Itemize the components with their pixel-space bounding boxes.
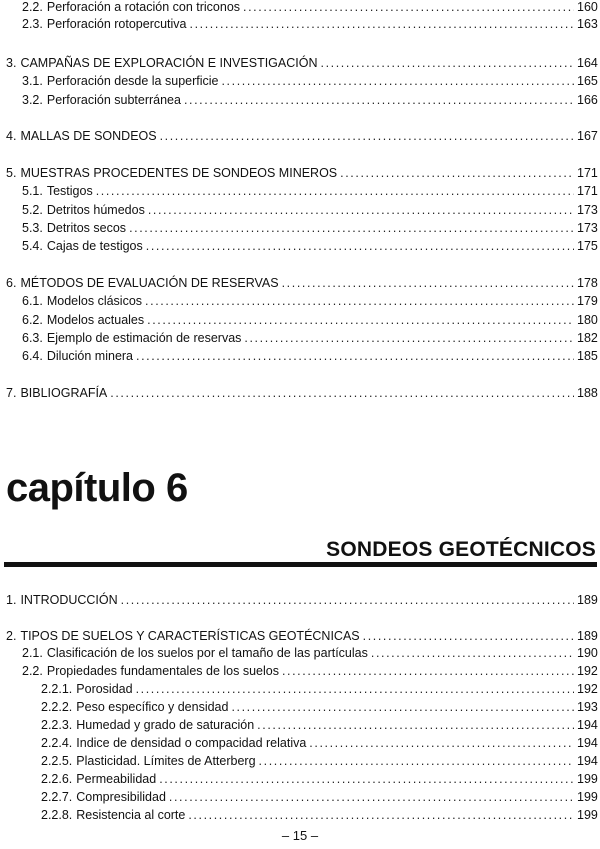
toc-entry-page: 199	[577, 808, 598, 822]
toc-entry-number: 5.	[6, 166, 17, 180]
chapter-heading: capítulo 6	[6, 466, 188, 510]
toc-entry-number: 6.	[6, 276, 17, 290]
toc-entry-page: 189	[577, 629, 598, 643]
toc-entry-number: 6.4.	[22, 349, 43, 363]
dot-leader	[136, 682, 574, 697]
toc-entry-page: 194	[577, 718, 598, 732]
toc-entry	[22, 17, 597, 32]
toc-entry-page: 192	[577, 682, 598, 696]
toc-entry-title: Peso específico y densidad	[76, 700, 229, 714]
toc-entry	[6, 386, 597, 401]
toc-entry	[6, 129, 597, 144]
toc-entry-number: 1.	[6, 593, 17, 607]
toc-entry-title: INTRODUCCIÓN	[20, 593, 118, 607]
toc-entry-number: 5.1.	[22, 184, 43, 198]
dot-leader	[363, 629, 574, 644]
toc-entry-number: 3.2.	[22, 93, 43, 107]
toc-entry-page: 199	[577, 772, 598, 786]
toc-entry-title: Ejemplo de estimación de reservas	[46, 331, 242, 345]
toc-entry	[22, 221, 597, 236]
toc-entry-title: Perforación desde la superficie	[46, 74, 219, 88]
dot-leader	[160, 129, 574, 144]
dot-leader	[259, 754, 574, 769]
dot-leader	[221, 74, 574, 89]
toc-entry	[22, 93, 597, 108]
toc-entry	[41, 772, 597, 787]
dot-leader	[129, 221, 574, 236]
toc-entry-page: 164	[577, 56, 598, 70]
toc-entry-page: 178	[577, 276, 598, 290]
toc-entry-title: Detritos secos	[46, 221, 127, 235]
dot-leader	[146, 239, 574, 254]
toc-entry-number: 3.1.	[22, 74, 43, 88]
toc-entry-page: 165	[577, 74, 598, 88]
toc-entry	[41, 754, 597, 769]
toc-entry-page: 166	[577, 93, 598, 107]
toc-entry-number: 2.2.3.	[41, 718, 73, 732]
toc-entry-number: 6.1.	[22, 294, 43, 308]
page-number: – 15 –	[281, 828, 319, 843]
toc-entry-page: 182	[577, 331, 598, 345]
toc-entry-number: 2.2.7.	[41, 790, 73, 804]
toc-entry-title: MUESTRAS PROCEDENTES DE SONDEOS MINEROS	[20, 166, 338, 180]
toc-entry-number: 6.2.	[22, 313, 43, 327]
toc-entry-page: 188	[577, 386, 598, 400]
toc-entry-number: 2.2.6.	[41, 772, 73, 786]
toc-entry	[6, 56, 597, 71]
toc-entry-title: Dilución minera	[46, 349, 134, 363]
toc-entry-page: 173	[577, 203, 598, 217]
toc-entry-number: 2.2.	[22, 664, 43, 678]
toc-entry	[22, 294, 597, 309]
dot-leader	[169, 790, 574, 805]
dot-leader	[110, 386, 574, 401]
toc-entry-page: 194	[577, 754, 598, 768]
toc-entry-number: 7.	[6, 386, 17, 400]
toc-entry-page: 194	[577, 736, 598, 750]
toc-entry-number: 5.3.	[22, 221, 43, 235]
toc-entry-number: 2.2.1.	[41, 682, 73, 696]
toc-entry-number: 4.	[6, 129, 17, 143]
toc-entry-number: 6.3.	[22, 331, 43, 345]
toc-entry-title: Modelos clásicos	[46, 294, 143, 308]
toc-entry-title: MÉTODOS DE EVALUACIÓN DE RESERVAS	[20, 276, 279, 290]
toc-entry-title: Perforación rotopercutiva	[46, 17, 187, 31]
toc-entry-title: Clasificación de los suelos por el tamaño de las partículas	[46, 646, 368, 660]
toc-entry-number: 2.2.8.	[41, 808, 73, 822]
toc-entry	[22, 646, 597, 661]
dot-leader	[243, 0, 574, 15]
toc-entry-title: Humedad y grado de saturación	[76, 718, 255, 732]
toc-entry-page: 171	[577, 184, 598, 198]
toc-entry-title: Testigos	[46, 184, 93, 198]
toc-entry-page: 179	[577, 294, 598, 308]
toc-entry	[22, 74, 597, 89]
toc-entry-title: Compresibilidad	[76, 790, 166, 804]
toc-entry	[6, 629, 597, 644]
toc-entry	[22, 239, 597, 254]
toc-entry-page: 192	[577, 664, 598, 678]
toc-entry-number: 2.2.2.	[41, 700, 73, 714]
toc-entry-title: MALLAS DE SONDEOS	[20, 129, 157, 143]
toc-entry-title: CAMPAÑAS DE EXPLORACIÓN E INVESTIGACIÓN	[20, 56, 318, 70]
dot-leader	[96, 184, 574, 199]
toc-entry-page: 171	[577, 166, 598, 180]
toc-entry-title: BIBLIOGRAFÍA	[20, 386, 108, 400]
toc-entry	[22, 313, 597, 328]
toc-entry-title: Plasticidad. Límites de Atterberg	[76, 754, 256, 768]
dot-leader	[159, 772, 574, 787]
dot-leader	[340, 166, 574, 181]
dot-leader	[309, 736, 574, 751]
toc-entry-title: Propiedades fundamentales de los suelos	[46, 664, 279, 678]
dot-leader	[282, 276, 574, 291]
dot-leader	[121, 593, 574, 608]
toc-entry	[6, 593, 597, 608]
toc-entry-title: Detritos húmedos	[46, 203, 145, 217]
toc-entry	[41, 718, 597, 733]
dot-leader	[231, 700, 574, 715]
dot-leader	[148, 203, 574, 218]
toc-entry-number: 2.2.4.	[41, 736, 73, 750]
dot-leader	[188, 808, 574, 823]
toc-entry-title: Permeabilidad	[76, 772, 157, 786]
toc-entry	[22, 664, 597, 679]
toc-entry-title: Cajas de testigos	[46, 239, 143, 253]
toc-entry-number: 2.	[6, 629, 17, 643]
toc-entry-page: 173	[577, 221, 598, 235]
dot-leader	[184, 93, 574, 108]
dot-leader	[257, 718, 574, 733]
toc-entry	[41, 736, 597, 751]
toc-entry-title: Resistencia al corte	[76, 808, 186, 822]
dot-leader	[371, 646, 574, 661]
toc-entry	[6, 166, 597, 181]
toc-entry	[22, 331, 597, 346]
toc-entry-number: 5.4.	[22, 239, 43, 253]
section-divider-rule	[4, 562, 597, 567]
toc-entry-title: Indice de densidad o compacidad relativa	[76, 736, 307, 750]
toc-entry-title: TIPOS DE SUELOS Y CARACTERÍSTICAS GEOTÉCNICAS	[20, 629, 360, 643]
toc-entry-page: 163	[577, 17, 598, 31]
toc-entry-page: 175	[577, 239, 598, 253]
toc-entry-page: 199	[577, 790, 598, 804]
toc-entry	[22, 203, 597, 218]
dot-leader	[190, 17, 574, 32]
toc-entry-page: 160	[577, 0, 598, 14]
toc-entry	[22, 0, 597, 15]
dot-leader	[136, 349, 574, 364]
toc-entry	[22, 184, 597, 199]
toc-entry	[41, 808, 597, 823]
toc-entry-number: 2.2.5.	[41, 754, 73, 768]
toc-entry-page: 189	[577, 593, 598, 607]
toc-entry-page: 185	[577, 349, 598, 363]
dot-leader	[244, 331, 574, 346]
toc-entry-title: Perforación a rotación con triconos	[46, 0, 241, 14]
toc-entry	[41, 682, 597, 697]
section-title: SONDEOS GEOTÉCNICOS	[326, 538, 596, 561]
toc-entry-page: 167	[577, 129, 598, 143]
toc-entry-title: Porosidad	[76, 682, 133, 696]
toc-entry-number: 3.	[6, 56, 17, 70]
toc-entry	[22, 349, 597, 364]
dot-leader	[282, 664, 574, 679]
toc-entry	[41, 700, 597, 715]
toc-entry-number: 2.3.	[22, 17, 43, 31]
dot-leader	[145, 294, 574, 309]
toc-entry-number: 2.2.	[22, 0, 43, 14]
toc-entry	[6, 276, 597, 291]
toc-entry-number: 2.1.	[22, 646, 43, 660]
toc-entry-title: Perforación subterránea	[46, 93, 181, 107]
toc-entry-page: 180	[577, 313, 598, 327]
toc-entry-page: 193	[577, 700, 598, 714]
toc-entry-number: 5.2.	[22, 203, 43, 217]
dot-leader	[147, 313, 574, 328]
dot-leader	[321, 56, 575, 71]
toc-entry	[41, 790, 597, 805]
toc-entry-title: Modelos actuales	[46, 313, 145, 327]
toc-entry-page: 190	[577, 646, 598, 660]
